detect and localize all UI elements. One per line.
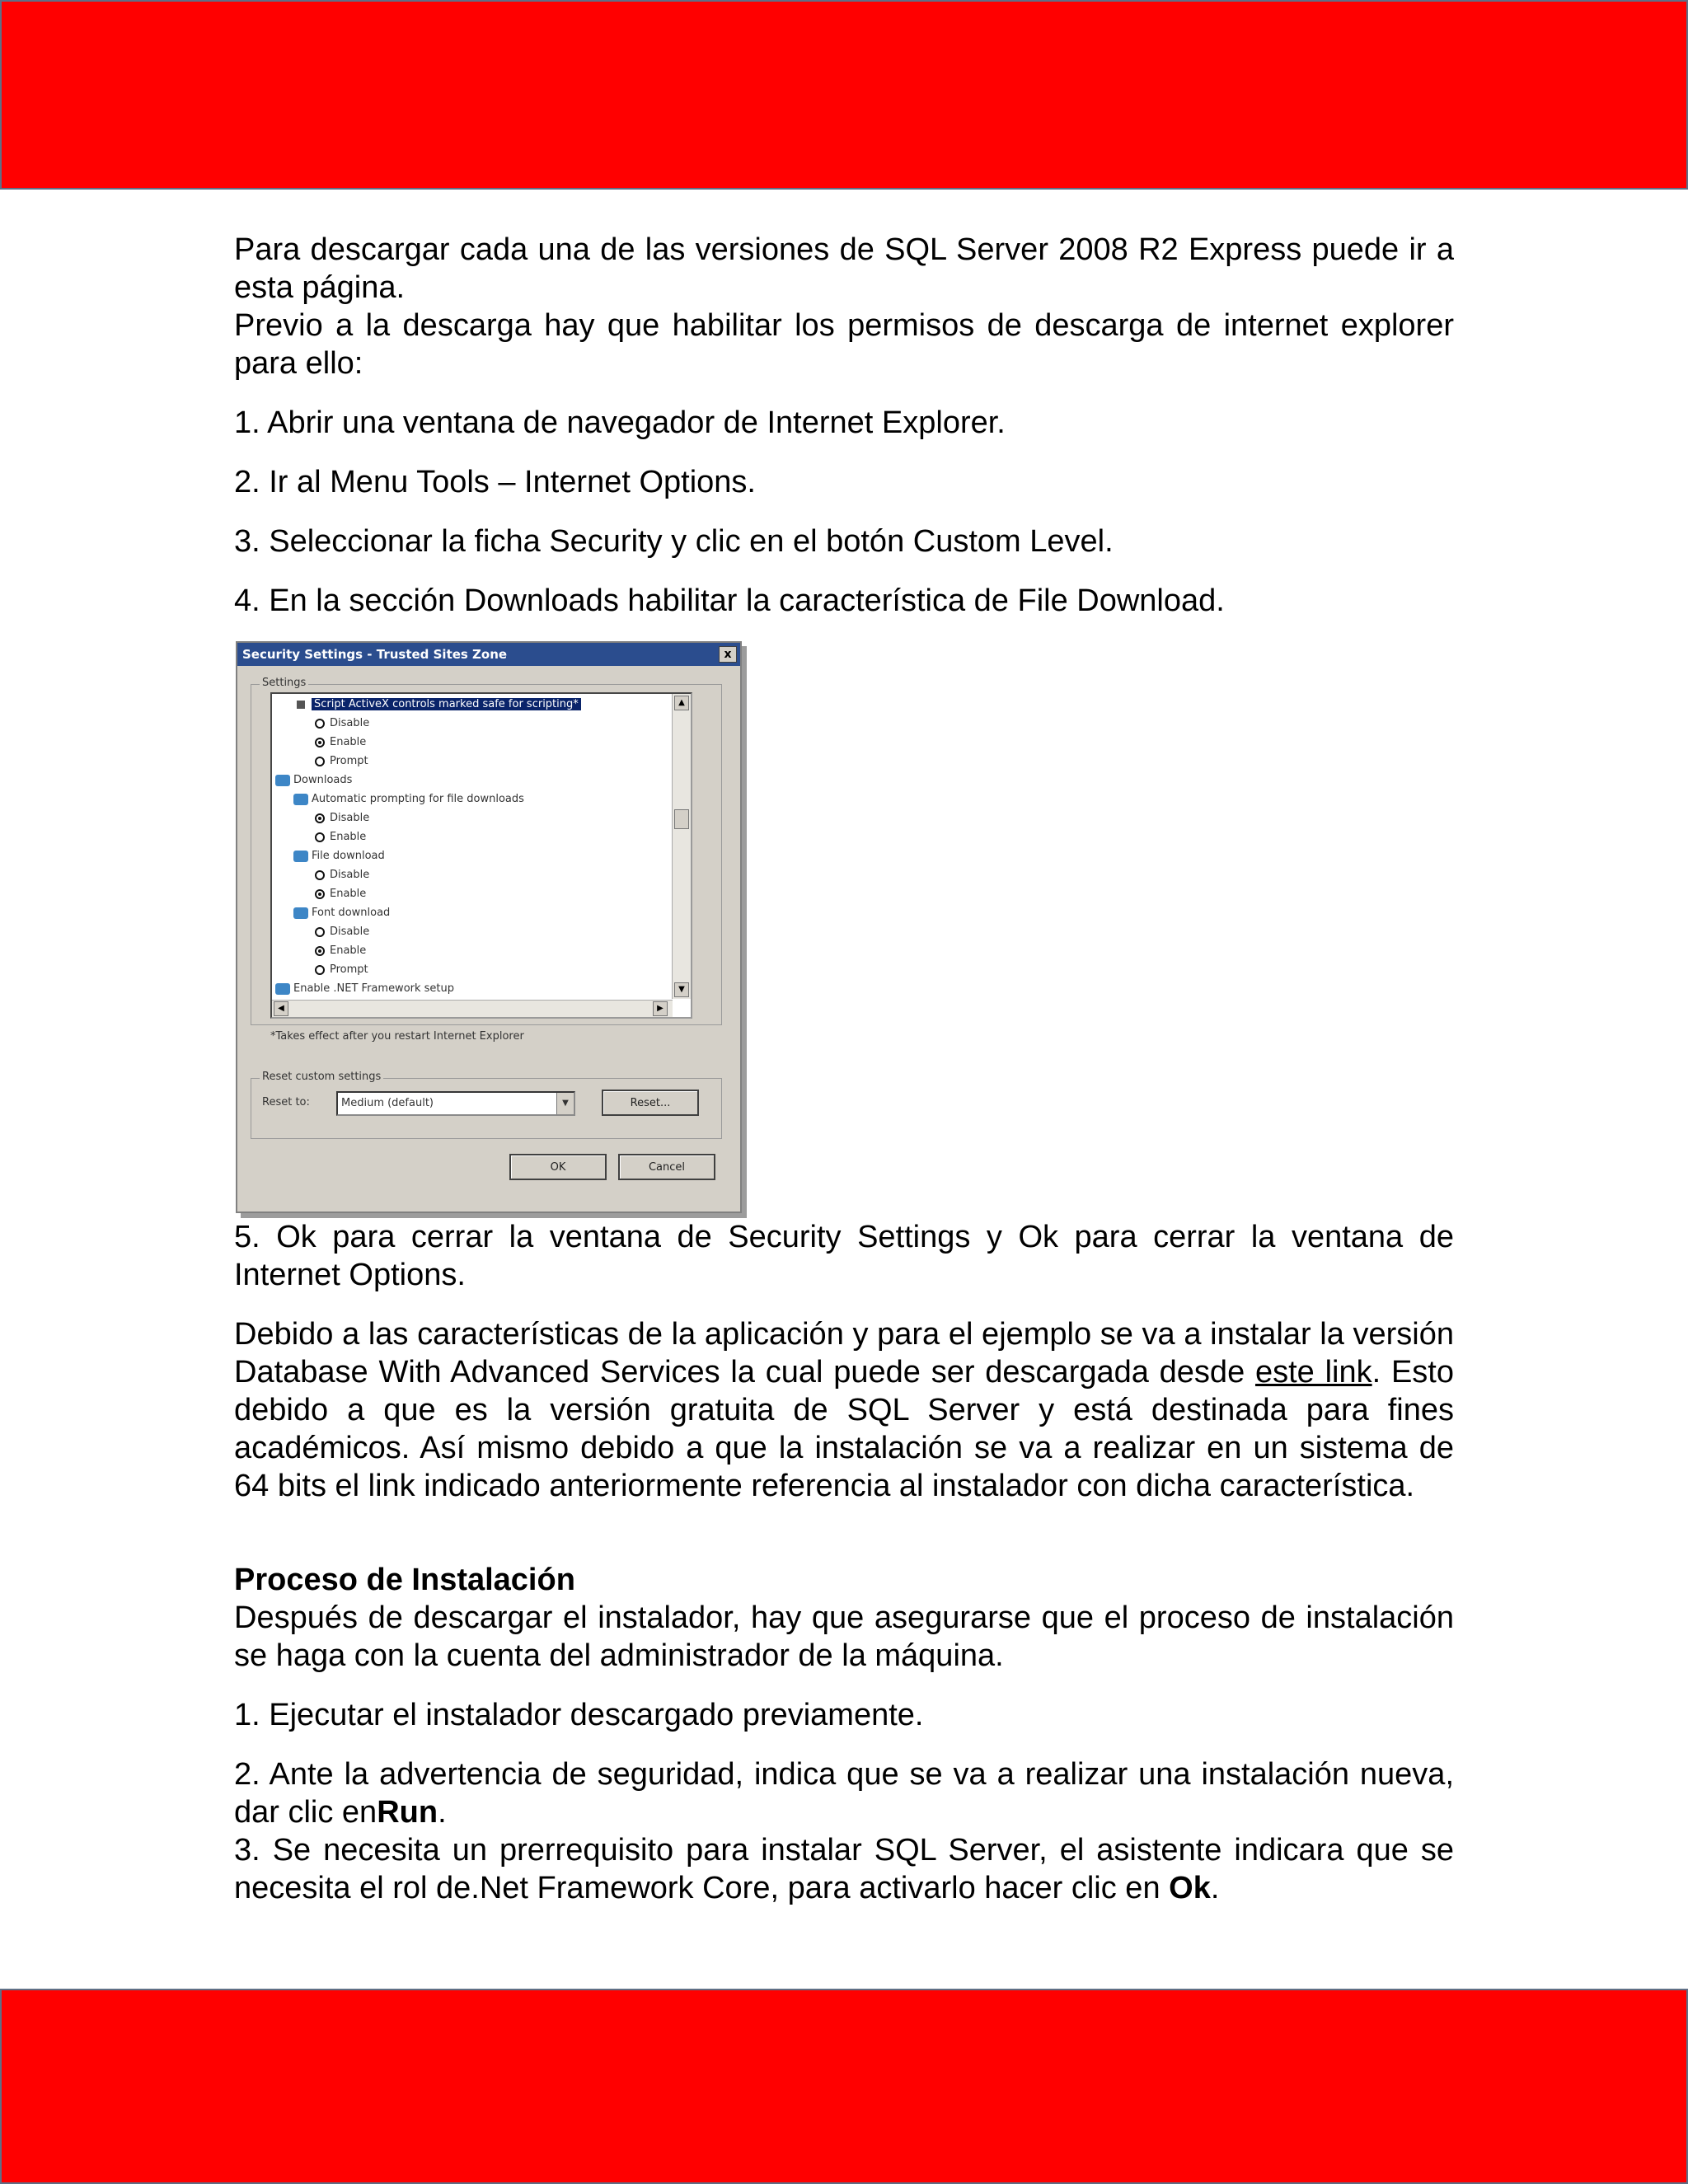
install-step-2 <box>234 1755 1454 1831</box>
tree-row-option[interactable] <box>315 942 366 960</box>
tree-row-label: Script ActiveX controls marked safe for scripting* <box>312 698 581 710</box>
document-body <box>234 231 1454 620</box>
setting-icon <box>297 701 305 709</box>
settings-folder-icon <box>293 851 308 862</box>
radio-unchecked-icon[interactable] <box>315 757 325 766</box>
tree-row-option[interactable] <box>315 733 366 752</box>
install-step-3-bold: Ok <box>1169 1871 1211 1905</box>
radio-unchecked-icon[interactable] <box>315 719 325 729</box>
cancel-button[interactable]: Cancel <box>618 1154 715 1180</box>
tree-row-subfolder <box>293 904 390 922</box>
close-icon[interactable]: x <box>719 646 737 663</box>
settings-tree[interactable] <box>270 692 692 1019</box>
version-text-2: . Esto debido a que es la versión gratuita de SQL Server y está destinada para fines académicos. Así mismo debido a que la instalación se va a realizar en un sistema de 64 bits el link indicado anteriormente referencia al instalador con dicha característica. <box>234 1355 1455 1503</box>
scroll-up-icon[interactable]: ▲ <box>674 696 689 710</box>
scroll-right-icon[interactable]: ▶ <box>653 1001 668 1016</box>
reset-to-label: Reset to: <box>262 1096 310 1108</box>
tree-row-folder <box>275 771 352 790</box>
scroll-down-icon[interactable]: ▼ <box>674 982 689 997</box>
dialog-title-text: Security Settings - Trusted Sites Zone <box>242 647 508 662</box>
tree-row-label: Disable <box>330 812 370 824</box>
tree-row-label: Automatic prompting for file downloads <box>312 793 524 805</box>
tree-row-label: Disable <box>330 869 370 881</box>
version-text-1: Debido a las características de la aplicación y para el ejemplo se va a instalar la versión Database With Advanced Services la cual puede ser descargada desde <box>234 1317 1454 1390</box>
radio-unchecked-icon[interactable] <box>315 927 325 937</box>
tree-row-option[interactable] <box>315 715 369 733</box>
radio-checked-icon[interactable] <box>315 946 325 956</box>
step-1: 1. Abrir una ventana de navegador de Internet Explorer. <box>234 405 1006 440</box>
tree-row-label: Enable <box>330 888 367 900</box>
tree-row-option[interactable] <box>315 866 369 884</box>
install-step-2-text: 2. Ante la advertencia de seguridad, indica que se va a realizar una instalación nueva, dar clic en <box>234 1757 1454 1830</box>
install-step-3 <box>234 1831 1454 1907</box>
version-paragraph <box>234 1315 1454 1505</box>
footer-band <box>0 1989 1688 2184</box>
install-heading <box>234 1561 1454 1599</box>
tree-row-label: Enable <box>330 736 367 748</box>
tree-row-label: Font download <box>312 907 391 919</box>
reset-group-label: Reset custom settings <box>260 1071 383 1083</box>
document-body-2 <box>234 1218 1454 1907</box>
tree-row-label: Enable .NET Framework setup <box>293 982 455 995</box>
tree-row-subfolder <box>293 790 524 808</box>
restart-note: *Takes effect after you restart Internet Explorer <box>270 1030 524 1043</box>
install-intro: Después de descargar el instalador, hay que asegurarse que el proceso de instalación se haga con la cuenta del administrador de la máquina. <box>234 1601 1454 1673</box>
tree-row-option[interactable] <box>315 885 366 903</box>
reset-to-select[interactable] <box>336 1091 575 1116</box>
tree-row-label: File download <box>312 850 385 862</box>
ok-button[interactable]: OK <box>509 1154 607 1180</box>
install-step-3-text: 3. Se necesita un prerrequisito para instalar SQL Server, el asistente indicara que se necesita el rol de.Net Framework Core, para activarlo hacer clic en <box>234 1833 1454 1905</box>
tree-row-folder <box>275 980 454 998</box>
dialog-title <box>237 643 740 666</box>
reset-button[interactable]: Reset... <box>602 1090 699 1116</box>
step-5: 5. Ok para cerrar la ventana de Security Settings y Ok para cerrar la ventana de Internet Options. <box>234 1220 1454 1292</box>
header-band <box>0 0 1688 190</box>
radio-unchecked-icon[interactable] <box>315 965 325 975</box>
tree-row-setting <box>297 696 581 714</box>
settings-folder-icon <box>275 775 290 786</box>
scroll-left-icon[interactable]: ◀ <box>274 1001 288 1016</box>
tree-row-label: Prompt <box>330 963 368 976</box>
install-step-2-bold: Run <box>377 1795 438 1830</box>
tree-row-option[interactable] <box>315 828 366 846</box>
tree-row-label: Downloads <box>293 774 353 786</box>
security-settings-dialog <box>236 641 742 1213</box>
tree-row-option[interactable] <box>315 752 368 771</box>
step-4: 4. En la sección Downloads habilitar la característica de File Download. <box>234 583 1225 618</box>
chevron-down-icon[interactable]: ▼ <box>556 1093 574 1114</box>
radio-checked-icon[interactable] <box>315 813 325 823</box>
tree-row-label: Enable <box>330 831 367 843</box>
step-3: 3. Seleccionar la ficha Security y clic en el botón Custom Level. <box>234 524 1114 559</box>
tree-row-label: Disable <box>330 926 370 938</box>
install-step-3-end: . <box>1210 1871 1220 1905</box>
settings-folder-icon <box>293 907 308 919</box>
intro-line-1: Para descargar cada una de las versiones de SQL Server 2008 R2 Express puede ir a esta página. <box>234 232 1454 305</box>
settings-folder-icon <box>275 983 290 995</box>
tree-row-option[interactable] <box>315 923 369 941</box>
install-step-1: 1. Ejecutar el instalador descargado previamente. <box>234 1698 924 1732</box>
horizontal-scrollbar[interactable] <box>272 1000 673 1017</box>
step-2: 2. Ir al Menu Tools – Internet Options. <box>234 465 756 499</box>
radio-checked-icon[interactable] <box>315 738 325 748</box>
radio-checked-icon[interactable] <box>315 889 325 899</box>
settings-group-label: Settings <box>260 677 308 689</box>
vertical-scrollbar[interactable] <box>672 694 691 999</box>
radio-unchecked-icon[interactable] <box>315 870 325 880</box>
tree-row-label: Prompt <box>330 755 368 767</box>
radio-unchecked-icon[interactable] <box>315 832 325 842</box>
tree-row-option[interactable] <box>315 961 368 979</box>
install-step-2-end: . <box>438 1795 447 1830</box>
download-link[interactable]: este link <box>1254 1355 1372 1390</box>
scroll-thumb[interactable] <box>674 809 689 829</box>
tree-row-label: Enable <box>330 944 367 957</box>
tree-row-option[interactable] <box>315 809 369 827</box>
install-heading-text: Proceso de Instalación <box>234 1563 575 1597</box>
reset-to-value: Medium (default) <box>341 1097 434 1109</box>
tree-row-subfolder <box>293 847 385 865</box>
tree-row-label: Disable <box>330 717 370 729</box>
intro-line-2: Previo a la descarga hay que habilitar los permisos de descarga de internet explorer para ello: <box>234 308 1454 381</box>
settings-folder-icon <box>293 794 308 805</box>
